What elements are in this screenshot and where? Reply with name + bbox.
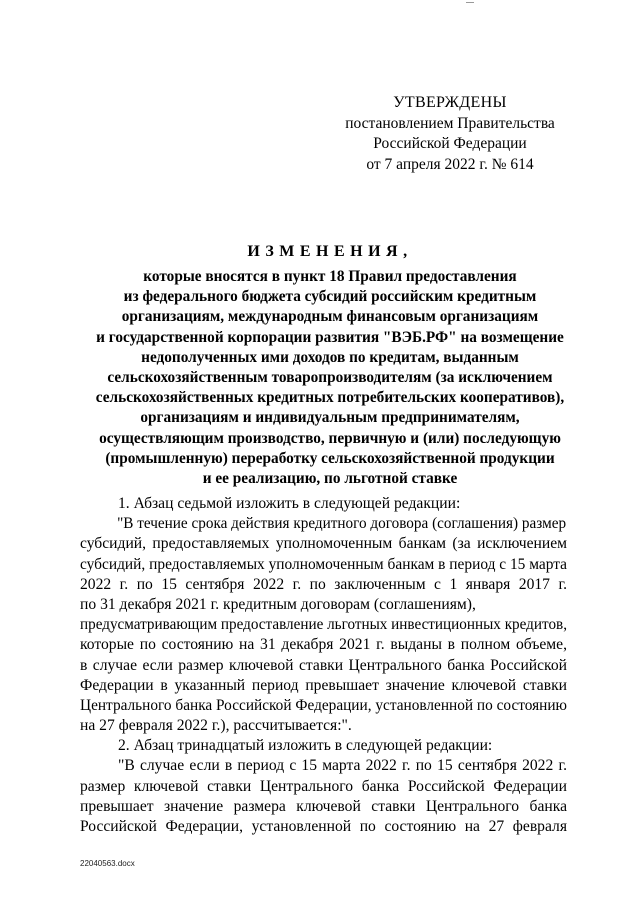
approval-line-2: Российской Федерации (373, 135, 527, 152)
subtitle-line: из федерального бюджета субсидий российским кредитным (123, 288, 537, 306)
subtitle-line: недополученных ими доходов по кредитам, выданным (141, 348, 519, 366)
document-title: ИЗМЕНЕНИЯ, (247, 243, 413, 260)
spread-word: кредитным (223, 595, 297, 613)
body-line: предусматривающим предоставление льготных инвестиционных кредитов, (80, 616, 567, 634)
approval-block (340, 93, 560, 175)
body-line-spread (80, 595, 567, 615)
subtitle-line: сельскохозяйственных кредитных потребительских кооперативов), (95, 389, 565, 407)
body-line: на 27 февраля 2022 г.), рассчитывается:". (80, 717, 352, 735)
body-line: "В течение срока действия кредитного договора (соглашения) размер (117, 515, 567, 533)
body-line: Российской Федерации, установленной по состоянию на 27 февраля (80, 818, 567, 835)
spread-word: 31 декабря (100, 595, 172, 613)
spread-word: договорам (300, 595, 370, 613)
body-line: Федерации в указанный период превышает значение ключевой ставки (80, 676, 567, 694)
subtitle-line: осуществляющим производство, первичную и (или) последующую (99, 429, 561, 447)
body-line: которые по состоянию на 31 декабря 2021 г. выданы в полном объеме, (80, 636, 567, 654)
body-line: субсидий, предоставляемых уполномоченным банкам в период с 15 марта (80, 555, 567, 573)
footer-filename: 22040563.docx (80, 859, 135, 868)
subtitle-line: организациям и индивидуальным предпринимателям, (140, 409, 520, 427)
subtitle-line: (промышленную) переработку сельскохозяйственной продукции (105, 449, 555, 467)
page-top-mark (466, 2, 474, 3)
item-1-heading: 1. Абзац седьмой изложить в следующей редакции: (118, 495, 461, 512)
subtitle-line: организациям, международным финансовым организациям (121, 308, 539, 326)
approval-title: УТВЕРЖДЕНЫ (393, 94, 507, 111)
spread-word: (соглашениям), (373, 595, 476, 613)
body-line: субсидий, предоставляемых уполномоченным банкам (за исключением (80, 535, 567, 553)
approval-line-3: от 7 апреля 2022 г. № 614 (366, 155, 534, 173)
body-line: в случае если размер ключевой ставки Центрального банка Российской (80, 656, 567, 674)
body-line: "В случае если в период с 15 марта 2022 г. по 15 сентября 2022 г. (118, 757, 567, 775)
subtitle-line: и ее реализацию, по льготной ставке (202, 470, 458, 488)
body-line: превышает значение размера ключевой ставки Центрального банка (80, 797, 567, 815)
document-body (80, 494, 567, 837)
subtitle-line: и государственной корпорации развития "ВЭБ.РФ" на возмещение (96, 328, 564, 346)
subtitle-line: которые вносятся в пункт 18 Правил предоставления (143, 268, 517, 285)
item-2-heading: 2. Абзац тринадцатый изложить в следующей редакции: (118, 737, 493, 755)
approval-line-1: постановлением Правительства (345, 114, 555, 132)
spread-word: 2021 г. (175, 595, 220, 613)
body-line: 2022 г. по 15 сентября 2022 г. по заключенным с 1 января 2017 г. (80, 575, 567, 593)
subtitle-line: сельскохозяйственным товаропроизводителям (за исключением (107, 369, 553, 387)
document-subtitle (60, 267, 600, 489)
body-line: Центрального банка Российской Федерации, установленной по состоянию (80, 696, 567, 714)
body-line: размер ключевой ставки Центрального банка Российской Федерации (80, 777, 567, 795)
spread-word: по (80, 595, 97, 613)
